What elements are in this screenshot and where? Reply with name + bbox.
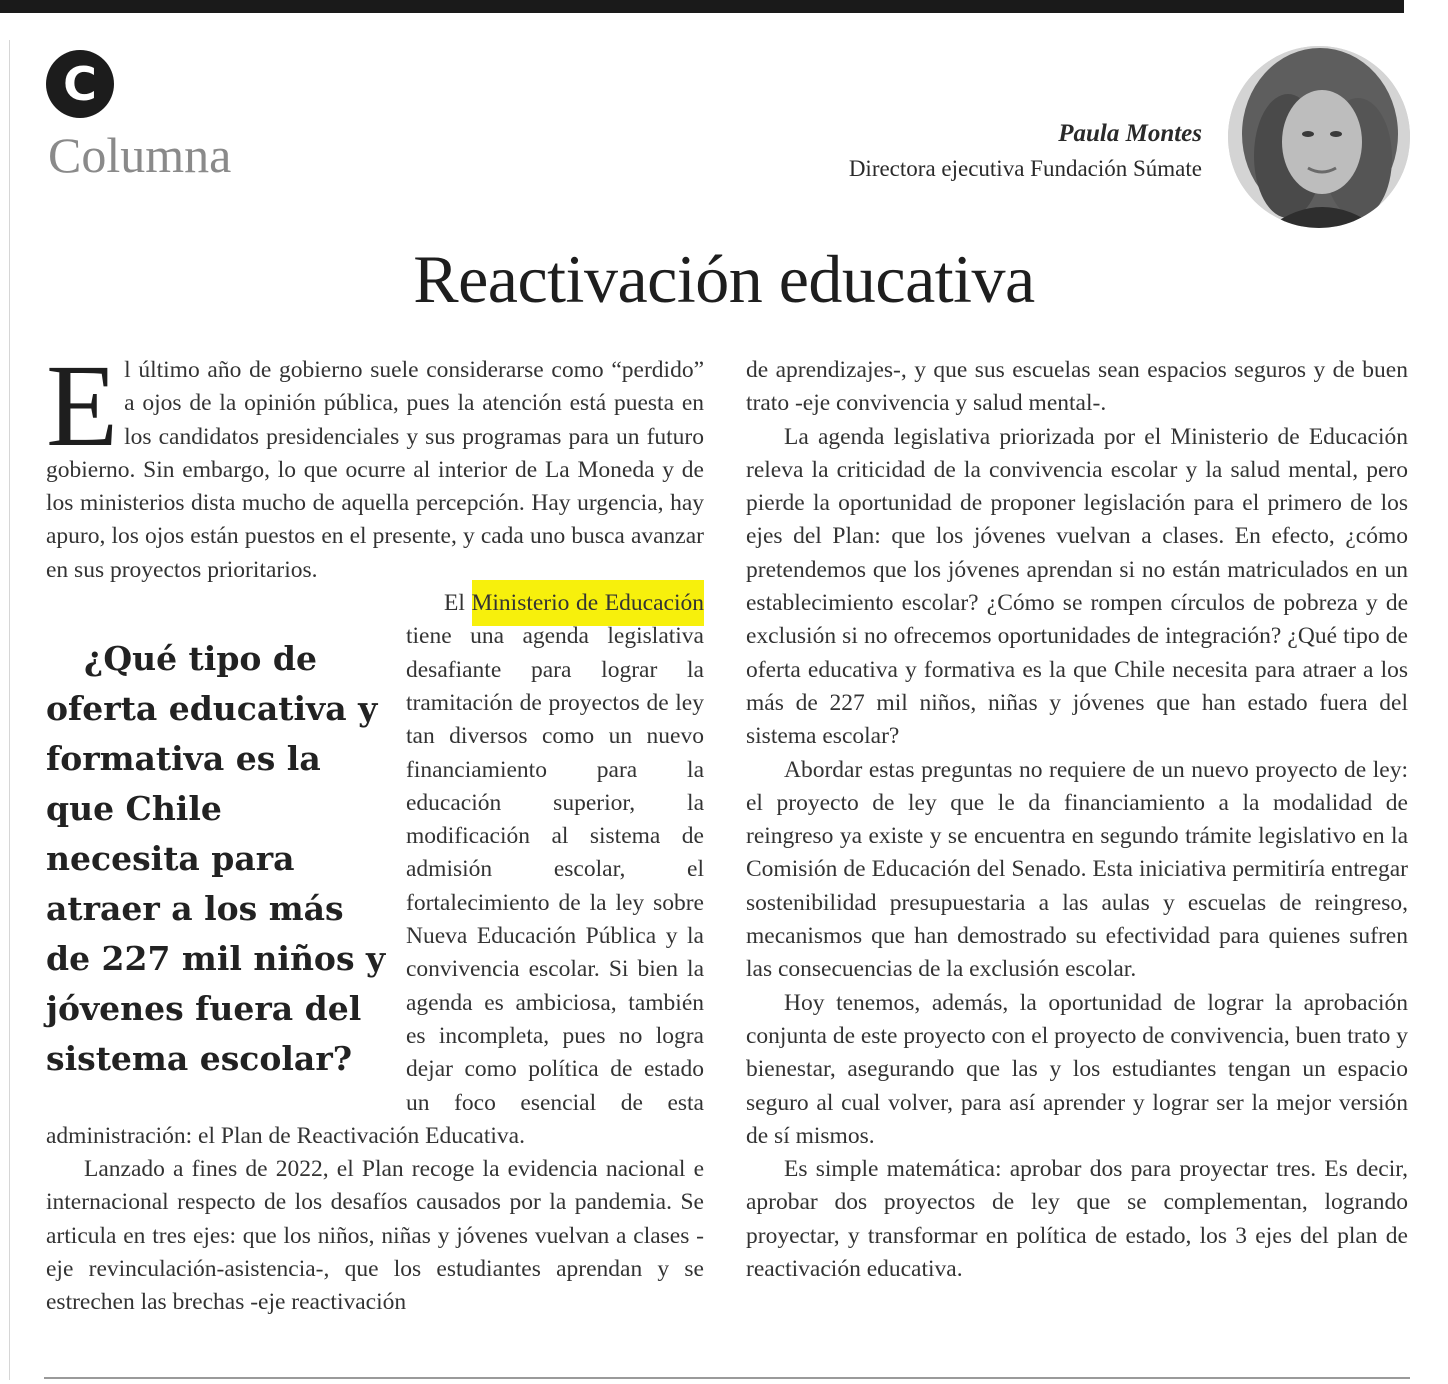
paragraph-1 (46, 340, 704, 587)
paragraph-4: La agenda legislativa priorizada por el Ministerio de Educación releva la criticidad de la convivencia escolar y la salud mental, pero pierde la oportunidad de proponer legislación para el primero de los ejes del Plan: que los jóvenes vuelvan a clases. En efecto, ¿cómo pretendemos que los jóvenes aprendan si no están matriculados en un establecimiento escolar? ¿Cómo se rompen círculos de pobreza y de exclusión si no ofrecemos oportunidades de integración? ¿Qué tipo de oferta educativa y formativa es la que Chile necesita para atraer a los más de 227 mil niños, niñas y jóvenes que han estado fuera del sistema escolar? (746, 423, 1408, 750)
article-column-1 (46, 340, 704, 1320)
pull-quote-spacer (46, 587, 406, 620)
column-badge (46, 50, 114, 118)
section-label: Columna (48, 127, 232, 183)
highlighted-entity: Ministerio de Educación (472, 580, 705, 626)
pull-quote: ¿Qué tipo de oferta educativa y formativa es la que Chile necesita para atraer a los más de 227 mil niños y jóvenes fuera del sistema escolar? (46, 639, 386, 1079)
paragraph-2-start: El (444, 590, 472, 617)
article-column-2 (746, 354, 1408, 1286)
badge-letter: C (63, 57, 97, 111)
paragraph-7: Es simple matemática: aprobar dos para proyectar tres. Es decir, aprobar dos proyectos de ley que se complementan, logrando proyectar, y transformar en política de estado, los 3 ejes del plan de reactivación educativa. (746, 1156, 1408, 1283)
paragraph-2-rest: tiene una agenda legislativa desafiante para lograr la tramitación de proyectos de ley tan diversos como un nuevo financiamiento para la educación superior, la modificación al sistema de admisión escolar, el fortalecimiento de la ley sobre Nueva Educación Pública y la convivencia escolar. Si bien la agenda es ambiciosa, también es incompleta, pues no logra dejar como política de estado un foco esencial de esta administración: el Plan de Reactivación Educativa. (46, 623, 704, 1149)
bottom-rule (44, 1377, 1410, 1379)
author-role: Directora ejecutiva Fundación Súmate (848, 156, 1202, 181)
top-rule (0, 0, 1404, 13)
article-headline: Reactivación educativa (413, 241, 1035, 317)
author-name: Paula Montes (1058, 120, 1202, 147)
paragraph-6: Hoy tenemos, además, la oportunidad de lograr la aprobación conjunta de este proyecto con el proyecto de convivencia, buen trato y bienestar, asegurando que las y los estudiantes tengan un espacio seguro al cual volver, para así aprender y lograr ser la mejor versión de sí mismos. (746, 989, 1408, 1149)
paragraph-5: Abordar estas preguntas no requiere de un nuevo proyecto de ley: el proyecto de ley que le da financiamiento a la modalidad de reingreso ya existe y se encuentra en segundo trámite legislativo en la Comisión de Educación del Senado. Esta iniciativa permitiría entregar sostenibilidad presupuestaria a las aulas y escuelas de reingreso, mecanismos que han demostrado su efectividad para quienes sufren las consecuencias de la exclusión escolar. (746, 756, 1408, 983)
paragraph-2 (46, 587, 704, 1153)
author-portrait (1228, 46, 1410, 228)
paragraph-3-part-2: de aprendizajes-, y que sus escuelas sean espacios seguros y de buen trato -eje convivencia y salud mental-. (746, 357, 1408, 417)
portrait-icon (1228, 46, 1410, 228)
drop-cap: E (46, 340, 119, 471)
paragraph-1-text: l último año de gobierno suele considerarse como “perdido” a ojos de la opinión pública, pues la atención está puesta en los candidatos presidenciales y sus programas para un futuro gobierno. Sin embargo, lo que ocurre al interior de La Moneda y de los ministerios dista mucho de aquella percepción. Hay urgencia, hay apuro, los ojos están puestos en el presente, y cada uno busca avanzar en sus proyectos prioritarios. (46, 357, 704, 583)
paragraph-3-part-1: Lanzado a fines de 2022, el Plan recoge la evidencia nacional e internacional respecto de los desafíos causados por la pandemia. Se articula en tres ejes: que los niños, niñas y jóvenes vuelvan a clases -eje revinculación-asistencia-, que los estudiantes aprendan y se estrechen las brechas -eje reactivación (46, 1156, 704, 1316)
